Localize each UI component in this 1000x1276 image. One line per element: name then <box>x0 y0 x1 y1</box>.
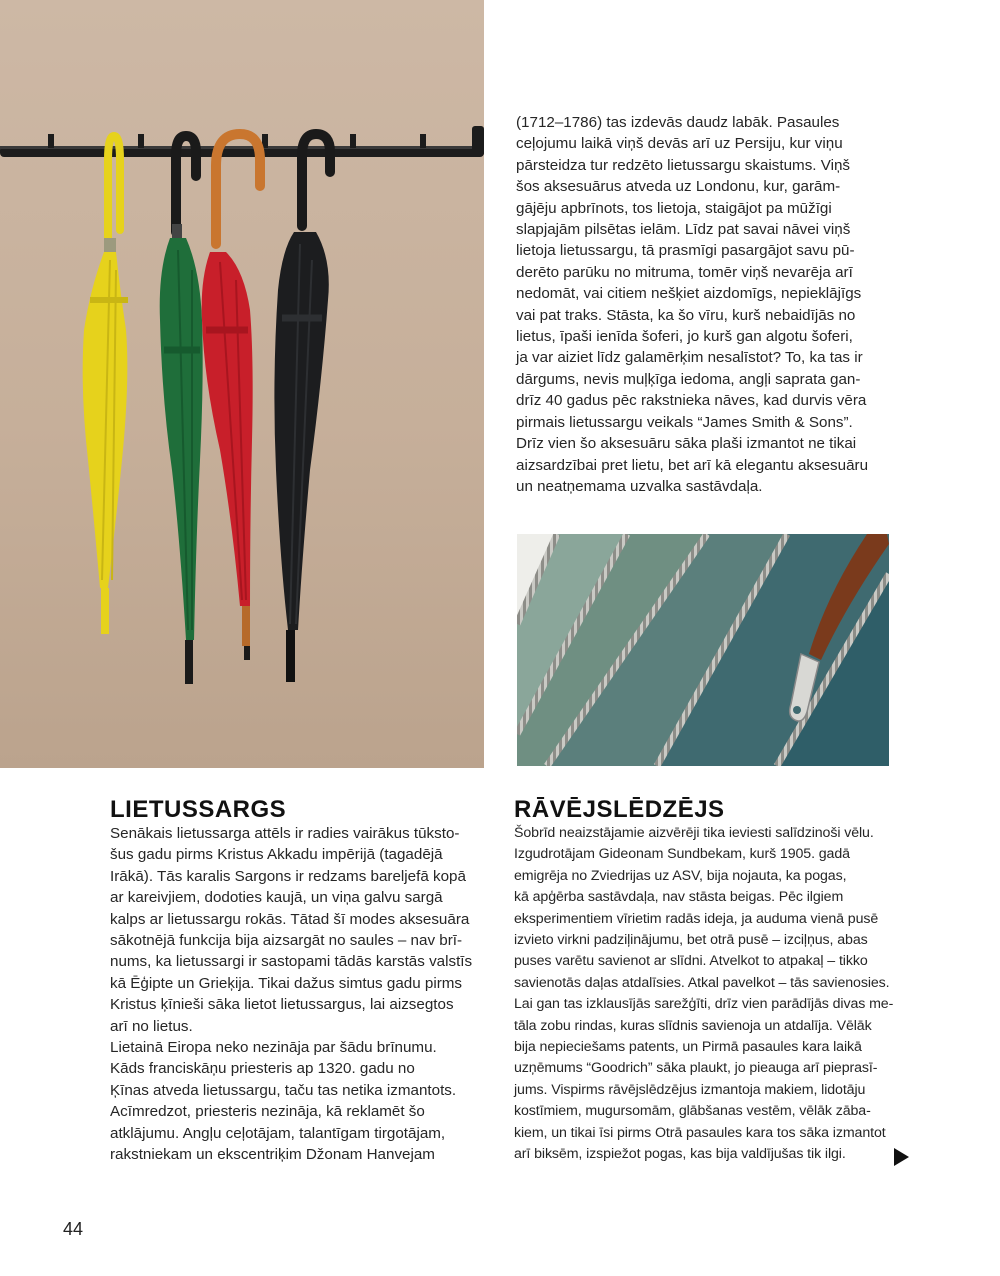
text-line: gājēju apbrīnots, tos lietoja, staigājot pa mūžīgi <box>516 199 832 217</box>
lietussargs-heading: LIETUSSARGS <box>110 796 287 823</box>
text-line: savienotās daļas atdalīsies. Atkal pavelkot – tās savienosies. <box>514 974 890 991</box>
ravejsledzejs-heading: RĀVĒJSLĒDZĒJS <box>514 796 725 823</box>
text-line: kā Ēģipte un Grieķija. Tikai dažus simtus gadu pirms <box>110 974 462 992</box>
text-line: arī no lietus. <box>110 1017 193 1035</box>
page-number: 44 <box>63 1219 84 1239</box>
yellow-umbrella <box>83 136 128 634</box>
text-line: uzņēmums “Goodrich” sāka plaukt, jo pieauga arī pieprasī- <box>514 1060 878 1077</box>
zippers-illustration <box>517 534 889 766</box>
text-line: Kristus ķīnieši sāka lietot lietussargus, lai aizsegtos <box>110 996 454 1014</box>
red-umbrella <box>202 134 260 660</box>
text-line: arī biksēm, izspiežot pogas, kas bija valdījušas tik ilgi. <box>514 1146 846 1163</box>
lietussargs-text <box>110 823 472 1166</box>
text-line: tāla zobu rindas, kuras slīdnis savienoja un atdalīja. Vēlāk <box>514 1017 872 1034</box>
text-line: Drīz vien šo aksesuāru sāka plaši izmantot ne tikai <box>516 435 857 453</box>
text-line: pārsteidza tur redzēto lietussargu skaistums. Viņš <box>516 156 850 174</box>
black-umbrella <box>274 134 330 682</box>
top-right-text-column <box>516 112 868 497</box>
text-line: Izgudrotājam Gideonam Sundbekam, kurš 1905. gadā <box>514 846 850 863</box>
text-line: ar kareivjiem, dodoties kaujā, un viņa galvu sargā <box>110 889 443 907</box>
text-line: kā apģērba sastāvdaļa, nav stāsta beigas. Pēc ilgiem <box>514 889 844 906</box>
text-line: Ķīnas atveda lietussargu, taču tas netika izmantots. <box>110 1081 457 1099</box>
text-line: kalps ar lietussargu rokās. Tātad šī modes aksesuāra <box>110 910 470 928</box>
text-line: Kāds franciskāņu priesteris ap 1320. gadu no <box>110 1060 415 1078</box>
text-line: pirmais lietussargu veikals “James Smith & Sons”. <box>516 413 853 431</box>
text-line: jums. Vispirms rāvējslēdzējus izmantoja makiem, lidotāju <box>514 1081 866 1098</box>
play-arrow-icon <box>894 1148 909 1166</box>
umbrellas-photo <box>0 0 484 768</box>
text-line: lietus, īpaši ienīda šoferi, jo kurš gan algotu šoferi, <box>516 328 853 346</box>
text-line: izvieto virkni padziļinājumu, bet otrā pusē – izciļņus, abas <box>514 932 868 949</box>
text-line: nedomāt, vai citiem nešķiet aizdomīgs, nepieklājīgs <box>516 285 862 303</box>
zippers-photo <box>517 534 889 766</box>
text-line: bija nepieciešams patents, un Pirmā pasaules kara laikā <box>514 1039 862 1056</box>
text-line: drīz 40 gadus pēc rakstnieka nāves, kad durvis vēra <box>516 392 867 410</box>
text-line: ja var aiziet līdz galamērķim nesalīstot? To, ka tas ir <box>516 349 863 367</box>
text-line: aizsardzībai pret lietu, bet arī kā elegantu aksesuāru <box>516 456 869 474</box>
text-line: Lietainā Eiropa neko nezināja par šādu brīnumu. <box>110 1039 437 1057</box>
text-line: derēto parūku no mitruma, tomēr viņš nevarēja arī <box>516 263 853 281</box>
text-line: Senākais lietussarga attēls ir radies vairākus tūksto- <box>110 825 460 842</box>
text-line: Acīmredzot, priesteris nezināja, kā reklamēt šo <box>110 1103 425 1121</box>
text-line: Lai gan tas izklausījās sarežģīti, drīz vien parādījās divas me- <box>514 996 894 1013</box>
text-line: un neatņemama uzvalka sastāvdaļa. <box>516 477 763 495</box>
text-line: sākotnējā funkcija bija aizsargāt no saules – nav brī- <box>110 932 463 950</box>
text-line: dārgums, nevis muļķīga iedoma, angļi saprata gan- <box>516 370 861 388</box>
text-line: ceļojumu laikā viņš devās arī uz Persiju, kur viņu <box>516 135 843 153</box>
text-line: šus gadu pirms Kristus Akkadu impērijā (tagadējā <box>110 846 443 864</box>
text-line: Irākā). Tās karalis Sargons ir redzams bareljefā kopā <box>110 867 466 885</box>
ravejsledzejs-text <box>514 823 893 1166</box>
text-line: lietoja lietussargu, tā prasmīgi pasargājot savu pū- <box>516 242 855 260</box>
text-line: šos aksesuārus atveda uz Londonu, kur, garām- <box>516 178 841 196</box>
text-line: kostīmiem, mugursomām, glābšanas vestēm, vēlāk zāba- <box>514 1103 871 1120</box>
text-line: Šobrīd neaizstājamie aizvērēji tika ieviesti salīdzinoši vēlu. <box>514 825 874 841</box>
text-line: eksperimentiem vīrietim radās ideja, ja auduma vienā pusē <box>514 910 879 927</box>
text-line: emigrēja no Zviedrijas uz ASV, bija nojauta, ka pogas, <box>514 867 847 884</box>
text-line: nums, ka lietussargi ir sastopami tādās karstās valstīs <box>110 953 473 971</box>
text-line: (1712–1786) tas izdevās daudz labāk. Pasaules <box>516 114 840 131</box>
text-line: rakstniekam un ekscentriķim Džonam Hanvejam <box>110 1146 435 1164</box>
text-line: puses varētu savienot ar slīdni. Atvelkot to atpakaļ – tikko <box>514 953 868 970</box>
text-line: vai pat traks. Stāsta, ka šo vīru, kurš nebaidījās no <box>516 306 856 324</box>
text-line: kiem, un tikai īsi pirms Otrā pasaules kara tos sāka izmantot <box>514 1124 886 1141</box>
green-umbrella <box>160 136 203 684</box>
text-line: atklājumu. Angļu ceļotājam, talantīgam tirgotājam, <box>110 1124 446 1142</box>
umbrellas-illustration <box>0 0 484 768</box>
text-line: slapjajām pilsētas ielām. Līdz pat savai nāvei viņš <box>516 221 851 239</box>
